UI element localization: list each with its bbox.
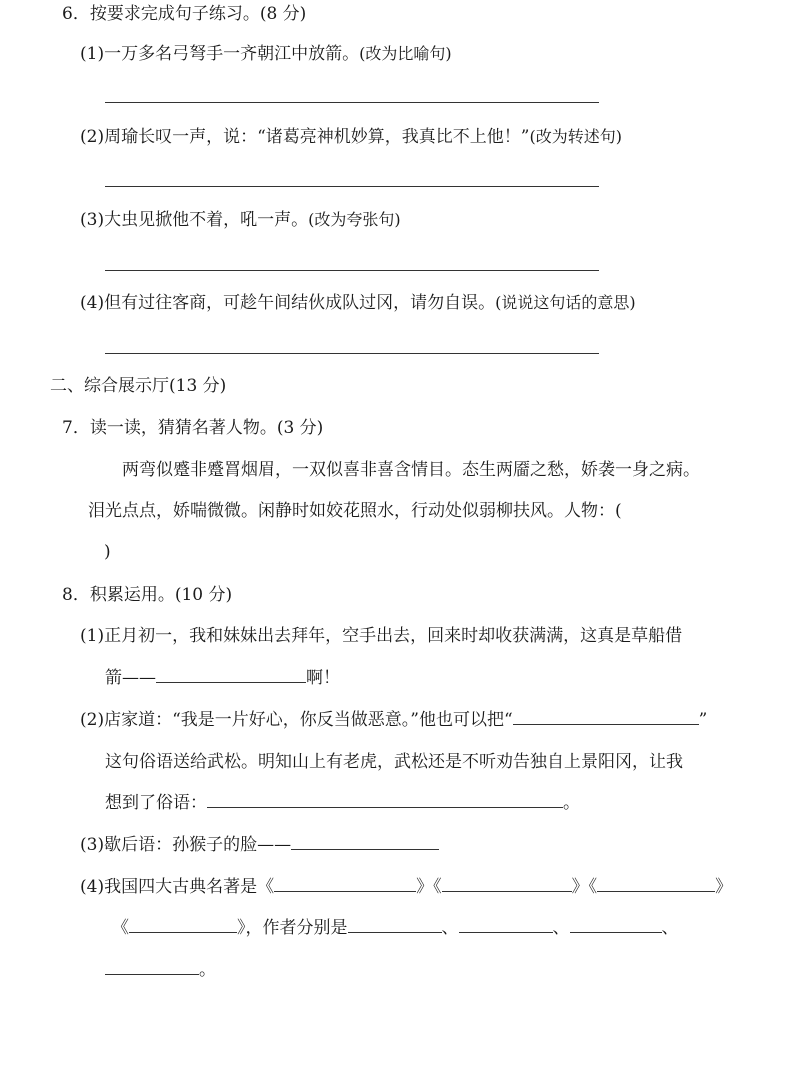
q8-item-2-line-2: 这句俗语送给武松。明知山上有老虎，武松还是不听劝告独自上景阳冈，让我 (105, 752, 683, 772)
q8-item-4-author-lead: ，作者分别是 (245, 918, 348, 938)
q8-item-4-author-blank-2[interactable] (459, 932, 553, 933)
q8-item-1-blank[interactable] (156, 682, 306, 683)
q7-passage-line-1: 两弯似蹙非蹙罥烟眉，一双似喜非喜含情目。态生两靥之愁，娇袭一身之病。 (122, 460, 700, 480)
q8-item-1-tail: 啊！ (306, 668, 340, 688)
q7-passage-line-2: 泪光点点，娇喘微微。闲静时如姣花照水，行动处似弱柳扶风。人物：( (88, 501, 622, 521)
q8-item-2-lead: (2)店家道：“我是一片好心，你反当做恶意。”他也可以把“ (80, 710, 513, 730)
final-period: 。 (199, 960, 216, 980)
q8-item-4-line-3 (105, 958, 216, 982)
section-2-title: 二、综合展示厅(13 分) (50, 376, 227, 396)
q8-item-2-line-1 (80, 708, 707, 732)
q8-item-3 (80, 833, 439, 857)
q6-item-4 (80, 291, 636, 315)
book-title-open-4: 《 (112, 918, 129, 938)
q6-title: 6．按要求完成句子练习。(8 分) (62, 4, 307, 24)
comma-1: 、 (441, 918, 459, 938)
q6-answer-line-2[interactable] (105, 186, 599, 187)
q8-item-2-blank-2[interactable] (207, 807, 563, 808)
book-title-open-1: 《 (257, 877, 275, 897)
q8-item-1-line-1: (1)正月初一，我和妹妹出去拜年，空手出去，回来时却收获满满，这真是草船借 (80, 626, 683, 646)
q8-item-4-line-1 (80, 875, 732, 899)
q8-item-4-book-blank-1[interactable] (274, 891, 416, 892)
book-title-close-3: 》 (715, 877, 733, 897)
q8-item-1-line-2 (105, 666, 340, 690)
q6-item-3 (80, 208, 401, 232)
q8-item-4-lead: (4)我国四大古典名著是 (80, 877, 258, 897)
q6-answer-line-4[interactable] (105, 353, 599, 354)
q6-item-4-note: (说说这句话的意思) (495, 293, 636, 312)
book-title-open-2: 《 (433, 877, 442, 897)
q6-item-3-text: (3)大虫见掀他不着，吼一声。 (80, 210, 309, 230)
q6-item-1 (80, 42, 452, 66)
q7-answer-close-paren: ) (104, 542, 111, 562)
q8-item-2-line-3-lead: 想到了俗语： (105, 793, 207, 813)
q8-item-2-close-quote: ” (698, 710, 708, 730)
q8-item-4-line-2 (112, 916, 679, 940)
q8-item-4-author-blank-4[interactable] (105, 974, 199, 975)
q8-item-4-book-blank-3[interactable] (597, 891, 715, 892)
q8-item-2-line-3 (105, 791, 580, 815)
q6-answer-line-1[interactable] (105, 102, 599, 103)
q6-item-2-note: (改为转述句) (529, 127, 622, 146)
q8-item-4-book-blank-2[interactable] (442, 891, 572, 892)
comma-2: 、 (552, 918, 570, 938)
q6-item-2-text: (2)周瑜长叹一声，说：“诸葛亮神机妙算，我真比不上他！” (80, 127, 530, 147)
q8-item-2-blank-1[interactable] (513, 724, 699, 725)
q6-answer-line-3[interactable] (105, 270, 599, 271)
book-title-close-4: 》 (237, 918, 246, 938)
q6-item-4-text: (4)但有过往客商，可趁午间结伙成队过冈，请勿自误。 (80, 293, 496, 313)
q8-item-3-text: (3)歇后语：孙猴子的脸—— (80, 835, 292, 855)
q8-item-4-book-blank-4[interactable] (129, 932, 237, 933)
q6-item-2 (80, 125, 622, 149)
q8-item-4-author-blank-3[interactable] (570, 932, 662, 933)
book-title-close-2: 》 (571, 877, 589, 897)
q8-item-1-lead: 箭—— (105, 668, 156, 688)
q6-item-3-note: (改为夸张句) (308, 210, 401, 229)
comma-3: 、 (661, 918, 679, 938)
q7-title: 7．读一读，猜猜名著人物。(3 分) (62, 418, 324, 438)
q8-item-3-blank[interactable] (291, 849, 439, 850)
q8-title: 8．积累运用。(10 分) (62, 585, 233, 605)
book-title-close-1: 》 (416, 877, 434, 897)
q8-item-4-author-blank-1[interactable] (348, 932, 442, 933)
book-title-open-3: 《 (588, 877, 598, 897)
q8-item-2-period: 。 (563, 793, 580, 813)
q6-item-1-text: (1)一万多名弓弩手一齐朝江中放箭。 (80, 44, 360, 64)
q6-item-1-note: (改为比喻句) (359, 44, 452, 63)
